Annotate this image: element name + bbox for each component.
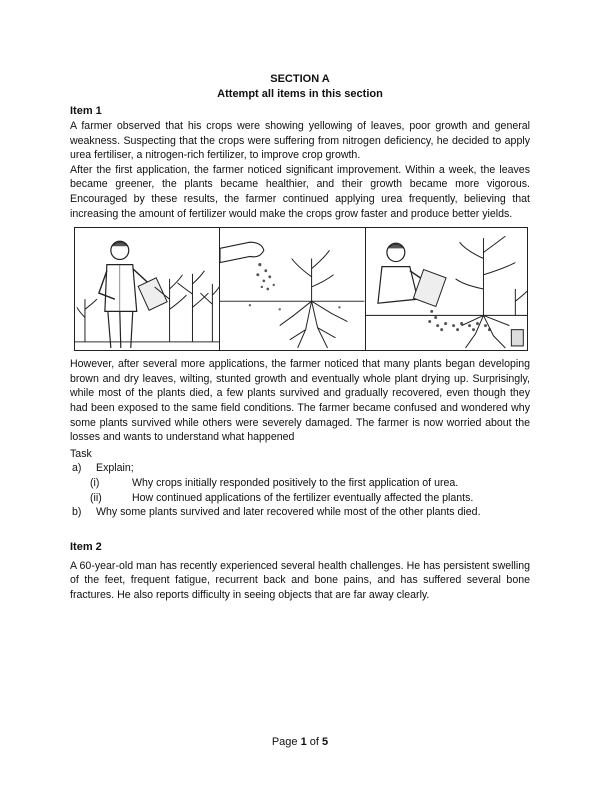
question-a-ii	[70, 491, 530, 506]
page-footer	[0, 736, 600, 748]
item2-paragraph: A 60-year-old man has recently experienced several health challenges. He has persistent swelling of the feet, frequent fatigue, recurrent back and bone pains, and has suffered several bone fractures. He also reports difficulty in seeing objects that are far away clearly.	[70, 559, 530, 601]
farmer-illustration	[74, 227, 528, 351]
item2-heading: Item 2	[70, 540, 102, 553]
question-b-label: b)	[72, 506, 82, 519]
question-a-i-label: (i)	[90, 476, 100, 489]
question-b-text: Why some plants survived and later recovered while most of the other plants died.	[96, 506, 481, 519]
section-title: SECTION A	[270, 73, 330, 85]
question-a-text: Explain;	[96, 462, 134, 475]
question-a-label: a)	[72, 462, 82, 475]
farmer-applying-fertilizer-panel	[75, 228, 220, 350]
question-a	[70, 461, 530, 476]
section-instruction: Attempt all items in this section	[217, 88, 383, 100]
task-label: Task	[70, 447, 92, 460]
item1-paragraph-3: However, after several more applications, the farmer noticed that many plants began developing brown and dry leaves, wilting, stunted growth and eventually whole plant drying up. Surprisingly, while most of the plants died, a few plants survived and gradually recovered, even though they had been exposed to the same field conditions. The farmer became confused and wondered why some plants survived while others were severely damaged. The farmer is now worried about the losses and wants to understand what happened	[70, 358, 530, 444]
exam-page	[70, 72, 530, 602]
footer-of-word: of	[309, 736, 319, 748]
question-a-i	[70, 476, 530, 491]
farmer-pouring-fertilizer-panel	[366, 228, 527, 350]
footer-page-word: Page	[271, 736, 298, 748]
item1-paragraph-1: A farmer observed that his crops were showing yellowing of leaves, poor growth and general weakness. Suspecting that the crops were suffering from nitrogen deficiency, he decided to apply urea fertiliser, a nitrogen-rich fertilizer, to improve crop growth.	[70, 120, 530, 162]
item1-heading: Item 1	[70, 105, 102, 117]
fertilizer-pellets-roots-panel	[220, 228, 365, 350]
question-a-i-text: Why crops initially responded positively to the first application of urea.	[132, 476, 459, 489]
question-a-ii-label: (ii)	[90, 491, 102, 504]
footer-page-number: 1	[300, 736, 307, 748]
question-a-ii-text: How continued applications of the fertilizer eventually affected the plants.	[132, 491, 474, 504]
item1-paragraph-2: After the first application, the farmer noticed significant improvement. Within a week, the leaves became greener, the plants became healthier, and their growth became more vigorous. Encouraged by these results, the farmer continued applying urea frequently, believing that increasing the amount of fertilizer would make the crops grow faster and produce better yields.	[70, 163, 530, 220]
footer-page-total: 5	[322, 736, 329, 748]
question-b	[70, 505, 530, 520]
